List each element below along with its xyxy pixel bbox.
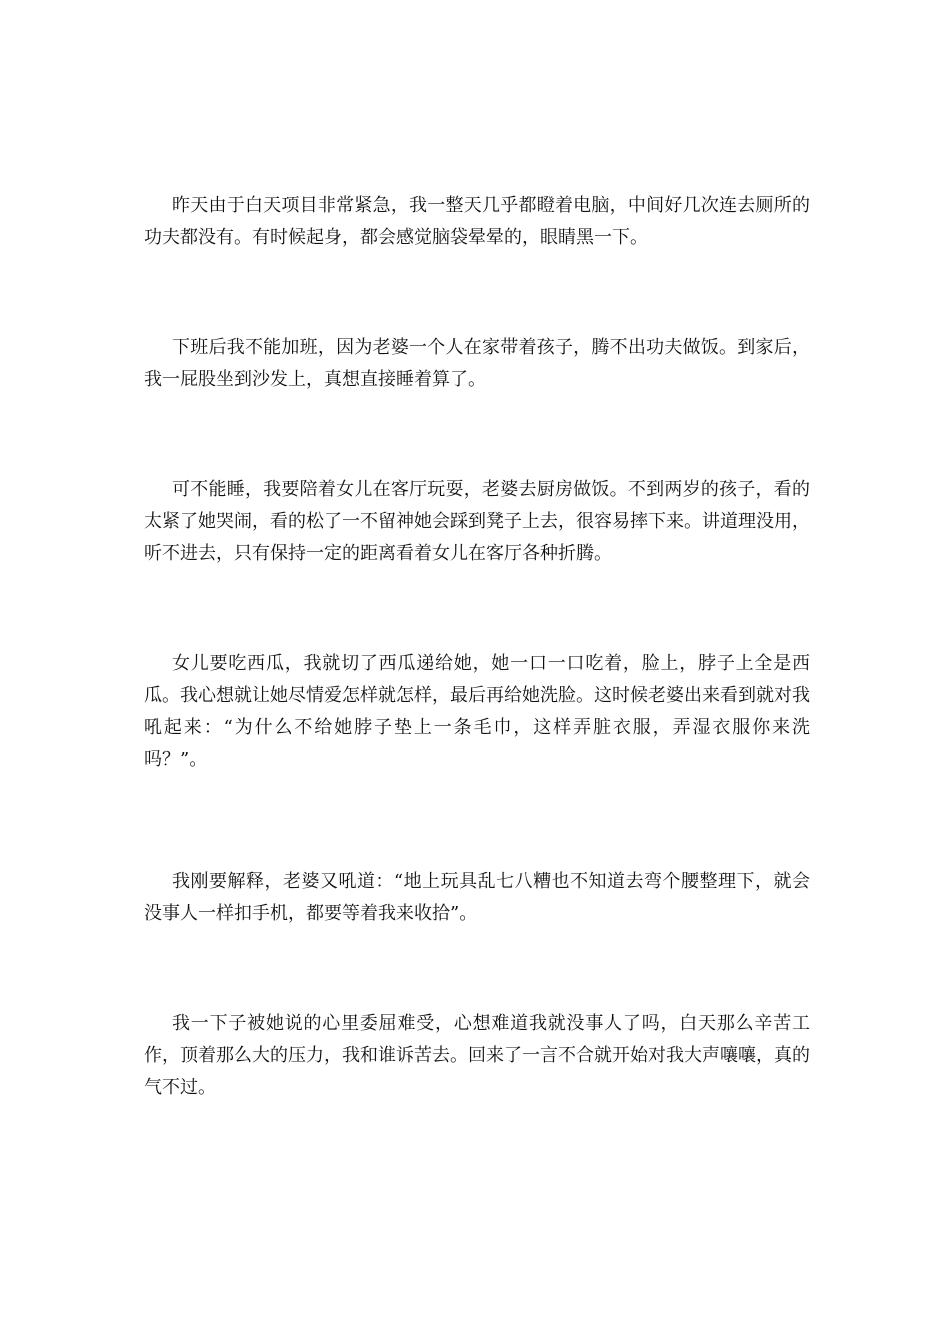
paragraph-4: 女儿要吃西瓜，我就切了西瓜递给她，她一口一口吃着，脸上，脖子上全是西瓜。我心想就让她尽情爱怎样就怎样，最后再给她洗脸。这时候老婆出来看到就对我吼起来：“为什么不给她脖子垫上一条毛巾，这样弄脏衣服，弄湿衣服你来洗吗？”。 [144, 653, 810, 770]
paragraph-3: 可不能睡，我要陪着女儿在客厅玩耍，老婆去厨房做饭。不到两岁的孩子，看的太紧了她哭闹，看的松了一不留神她会踩到凳子上去，很容易摔下来。讲道理没用，听不进去，只有保持一定的距离看着女儿在客厅各种折腾。 [144, 479, 810, 564]
paragraph-6: 我一下子被她说的心里委屈难受，心想难道我就没事人了吗，白天那么辛苦工作，顶着那么大的压力，我和谁诉苦去。回来了一言不合就开始对我大声嚷嚷，真的气不过。 [144, 1013, 810, 1098]
paragraph-1: 昨天由于白天项目非常紧急，我一整天几乎都瞪着电脑，中间好几次连去厕所的功夫都没有。有时候起身，都会感觉脑袋晕晕的，眼睛黑一下。 [144, 195, 810, 248]
paragraph-5: 我刚要解释，老婆又吼道：“地上玩具乱七八糟也不知道去弯个腰整理下，就会没事人一样扣手机，都要等着我来收拾”。 [144, 871, 810, 924]
paragraph-2: 下班后我不能加班，因为老婆一个人在家带着孩子，腾不出功夫做饭。到家后，我一屁股坐到沙发上，真想直接睡着算了。 [144, 337, 810, 390]
